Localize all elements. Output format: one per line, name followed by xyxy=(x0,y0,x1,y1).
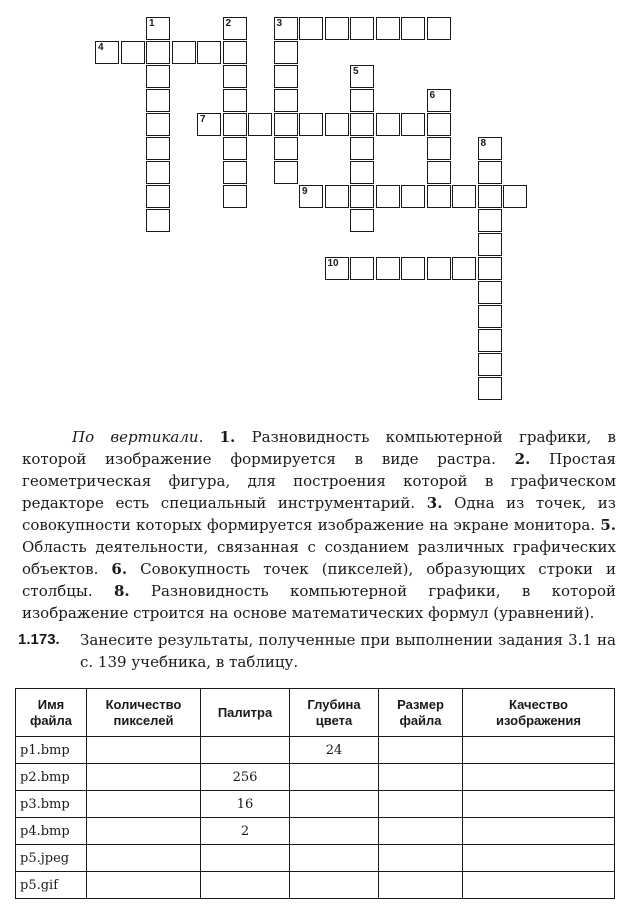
clues-heading: По вертикали. xyxy=(72,428,204,446)
task-number: 1.173. xyxy=(18,631,60,648)
crossword-cell[interactable] xyxy=(427,17,451,40)
crossword-cell[interactable] xyxy=(325,113,349,136)
crossword-cell[interactable] xyxy=(427,161,451,184)
table-cell[interactable] xyxy=(87,791,201,818)
crossword-cell[interactable] xyxy=(274,113,298,136)
crossword-cell[interactable] xyxy=(248,113,272,136)
crossword-cell[interactable] xyxy=(376,185,400,208)
crossword-cell[interactable] xyxy=(325,185,349,208)
table-cell[interactable] xyxy=(463,764,615,791)
header-palette: Палитра xyxy=(201,689,290,737)
clue-text: Разновидность компьютерной графики, в которой изображение формируется в виде растра. xyxy=(22,428,616,468)
table-cell[interactable] xyxy=(201,872,290,899)
crossword-clue-number: 4 xyxy=(98,42,104,53)
file-name-cell: p1.bmp xyxy=(16,737,87,764)
crossword-cell[interactable] xyxy=(503,185,527,208)
table-cell[interactable]: 16 xyxy=(201,791,290,818)
crossword-cell[interactable] xyxy=(146,113,170,136)
header-pixel-count: Количество пикселей xyxy=(87,689,201,737)
table-cell[interactable] xyxy=(290,818,379,845)
table-cell[interactable] xyxy=(290,872,379,899)
crossword-cell[interactable] xyxy=(274,137,298,160)
crossword-cell[interactable] xyxy=(427,113,451,136)
crossword-cell[interactable] xyxy=(401,185,425,208)
crossword-cell[interactable] xyxy=(401,257,425,280)
header-image-quality: Качество изображения xyxy=(463,689,615,737)
crossword-cell[interactable] xyxy=(478,305,502,328)
crossword-cell[interactable] xyxy=(146,209,170,232)
table-cell[interactable] xyxy=(201,737,290,764)
crossword-cell[interactable] xyxy=(146,161,170,184)
file-name-cell: p3.bmp xyxy=(16,791,87,818)
table-cell[interactable] xyxy=(201,845,290,872)
crossword-cell[interactable] xyxy=(146,89,170,112)
table-cell[interactable]: 256 xyxy=(201,764,290,791)
clue-number: 1. xyxy=(219,428,236,446)
crossword-cell[interactable] xyxy=(223,89,247,112)
crossword-cell[interactable] xyxy=(350,161,374,184)
clue-text: Разновидность компьютерной графики, в которой изображение строится на основе математических формул (уравнений). xyxy=(22,582,616,622)
table-cell[interactable] xyxy=(87,818,201,845)
table-row xyxy=(16,791,615,818)
table-cell[interactable] xyxy=(379,791,463,818)
crossword-cell[interactable] xyxy=(172,41,196,64)
crossword-cell[interactable] xyxy=(478,185,502,208)
crossword-cell[interactable] xyxy=(274,41,298,64)
table-cell[interactable] xyxy=(463,872,615,899)
crossword-clue-number: 2 xyxy=(225,18,232,29)
crossword-cell[interactable] xyxy=(478,281,502,304)
crossword-cell[interactable] xyxy=(223,185,247,208)
header-file-size: Размер файла xyxy=(379,689,463,737)
crossword-cell[interactable] xyxy=(299,17,323,40)
table-row xyxy=(16,737,615,764)
crossword-cell[interactable] xyxy=(401,17,425,40)
results-table xyxy=(15,688,615,899)
crossword-grid xyxy=(0,0,630,420)
crossword-cell[interactable] xyxy=(427,257,451,280)
crossword-cell[interactable] xyxy=(146,65,170,88)
crossword-cell[interactable] xyxy=(197,41,221,64)
vertical-clues xyxy=(22,426,616,624)
crossword-clue-number: 1 xyxy=(149,18,155,29)
clue-number: 5. xyxy=(600,516,616,534)
table-cell[interactable] xyxy=(290,764,379,791)
clue-text: Простая геометрическая фигура, для построения которой в графическом редакторе есть специальный инструментарий. xyxy=(22,450,616,512)
crossword-cell[interactable] xyxy=(376,257,400,280)
file-name-cell: p5.jpeg xyxy=(16,845,87,872)
crossword-cell[interactable] xyxy=(376,113,400,136)
task-block xyxy=(18,628,616,673)
crossword-clue-number: 9 xyxy=(302,186,308,197)
table-cell[interactable] xyxy=(463,845,615,872)
table-row xyxy=(16,818,615,845)
table-cell[interactable]: 2 xyxy=(201,818,290,845)
table-cell[interactable] xyxy=(379,764,463,791)
crossword-cell[interactable] xyxy=(325,17,349,40)
crossword-cell[interactable] xyxy=(274,89,298,112)
table-cell[interactable] xyxy=(290,845,379,872)
task-text: Занесите результаты, полученные при выполнении задания 3.1 на с. 139 учебника, в таблицу. xyxy=(80,631,616,671)
clue-number: 3. xyxy=(426,494,443,512)
crossword-cell[interactable] xyxy=(223,137,247,160)
table-cell[interactable] xyxy=(463,737,615,764)
table-cell[interactable] xyxy=(379,737,463,764)
table-cell[interactable] xyxy=(379,872,463,899)
table-cell[interactable] xyxy=(379,845,463,872)
crossword-cell[interactable] xyxy=(478,257,502,280)
table-cell[interactable] xyxy=(87,845,201,872)
crossword-cell[interactable] xyxy=(223,65,247,88)
crossword-cell[interactable] xyxy=(452,185,476,208)
table-cell[interactable] xyxy=(87,872,201,899)
table-cell[interactable] xyxy=(379,818,463,845)
crossword-cell[interactable] xyxy=(350,89,374,112)
crossword-cell[interactable] xyxy=(376,17,400,40)
crossword-clue-number: 7 xyxy=(200,114,206,125)
crossword-cell[interactable] xyxy=(223,113,247,136)
crossword-cell[interactable] xyxy=(401,113,425,136)
crossword-cell[interactable] xyxy=(478,161,502,184)
crossword-cell[interactable] xyxy=(478,209,502,232)
crossword-cell[interactable] xyxy=(452,257,476,280)
header-file-name: Имя файла xyxy=(16,689,87,737)
clue-text: Совокупность точек (пикселей), образующих строки и столбцы. xyxy=(22,560,616,600)
table-row xyxy=(16,845,615,872)
crossword-cell[interactable] xyxy=(350,113,374,136)
crossword-cell[interactable] xyxy=(478,329,502,352)
crossword-cell[interactable] xyxy=(350,209,374,232)
crossword-cell[interactable] xyxy=(146,41,170,64)
file-name-cell: p5.gif xyxy=(16,872,87,899)
crossword-clue-number: 5 xyxy=(353,66,359,77)
crossword-cell[interactable] xyxy=(427,137,451,160)
crossword-cell[interactable] xyxy=(478,377,502,400)
crossword-cell[interactable] xyxy=(274,161,298,184)
table-row xyxy=(16,872,615,899)
clue-number: 8. xyxy=(113,582,130,600)
crossword-cell[interactable] xyxy=(427,185,451,208)
crossword-cell[interactable] xyxy=(274,65,298,88)
table-cell[interactable] xyxy=(87,764,201,791)
clue-number: 6. xyxy=(111,560,128,578)
crossword-cell[interactable] xyxy=(350,185,374,208)
crossword-clue-number: 3 xyxy=(276,18,283,29)
crossword-cell[interactable] xyxy=(223,161,247,184)
file-name-cell: p2.bmp xyxy=(16,764,87,791)
crossword-clue-number: 10 xyxy=(327,258,339,269)
clue-number: 2. xyxy=(514,450,531,468)
crossword-cell[interactable] xyxy=(478,353,502,376)
crossword-cell[interactable] xyxy=(299,113,323,136)
table-row xyxy=(16,764,615,791)
clue-text: Область деятельности, связанная с созданием различных графических объектов. xyxy=(22,538,616,578)
crossword-cell[interactable] xyxy=(121,41,145,64)
crossword-cell[interactable] xyxy=(350,17,374,40)
table-cell[interactable] xyxy=(290,791,379,818)
file-name-cell: p4.bmp xyxy=(16,818,87,845)
table-cell[interactable] xyxy=(463,818,615,845)
crossword-cell[interactable] xyxy=(146,137,170,160)
crossword-cell[interactable] xyxy=(146,185,170,208)
crossword-clue-number: 8 xyxy=(480,138,487,149)
crossword-clue-number: 6 xyxy=(429,90,436,101)
crossword-cell[interactable] xyxy=(350,257,374,280)
crossword-cell[interactable] xyxy=(223,41,247,64)
table-header-row xyxy=(16,689,615,737)
table-cell[interactable] xyxy=(87,737,201,764)
table-cell[interactable] xyxy=(463,791,615,818)
crossword-cell[interactable] xyxy=(350,137,374,160)
crossword-cell[interactable] xyxy=(478,233,502,256)
table-cell[interactable]: 24 xyxy=(290,737,379,764)
clue-text: Одна из точек, из совокупности которых формируется изображение на экране монитора. xyxy=(22,494,616,534)
header-color-depth: Глубина цвета xyxy=(290,689,379,737)
